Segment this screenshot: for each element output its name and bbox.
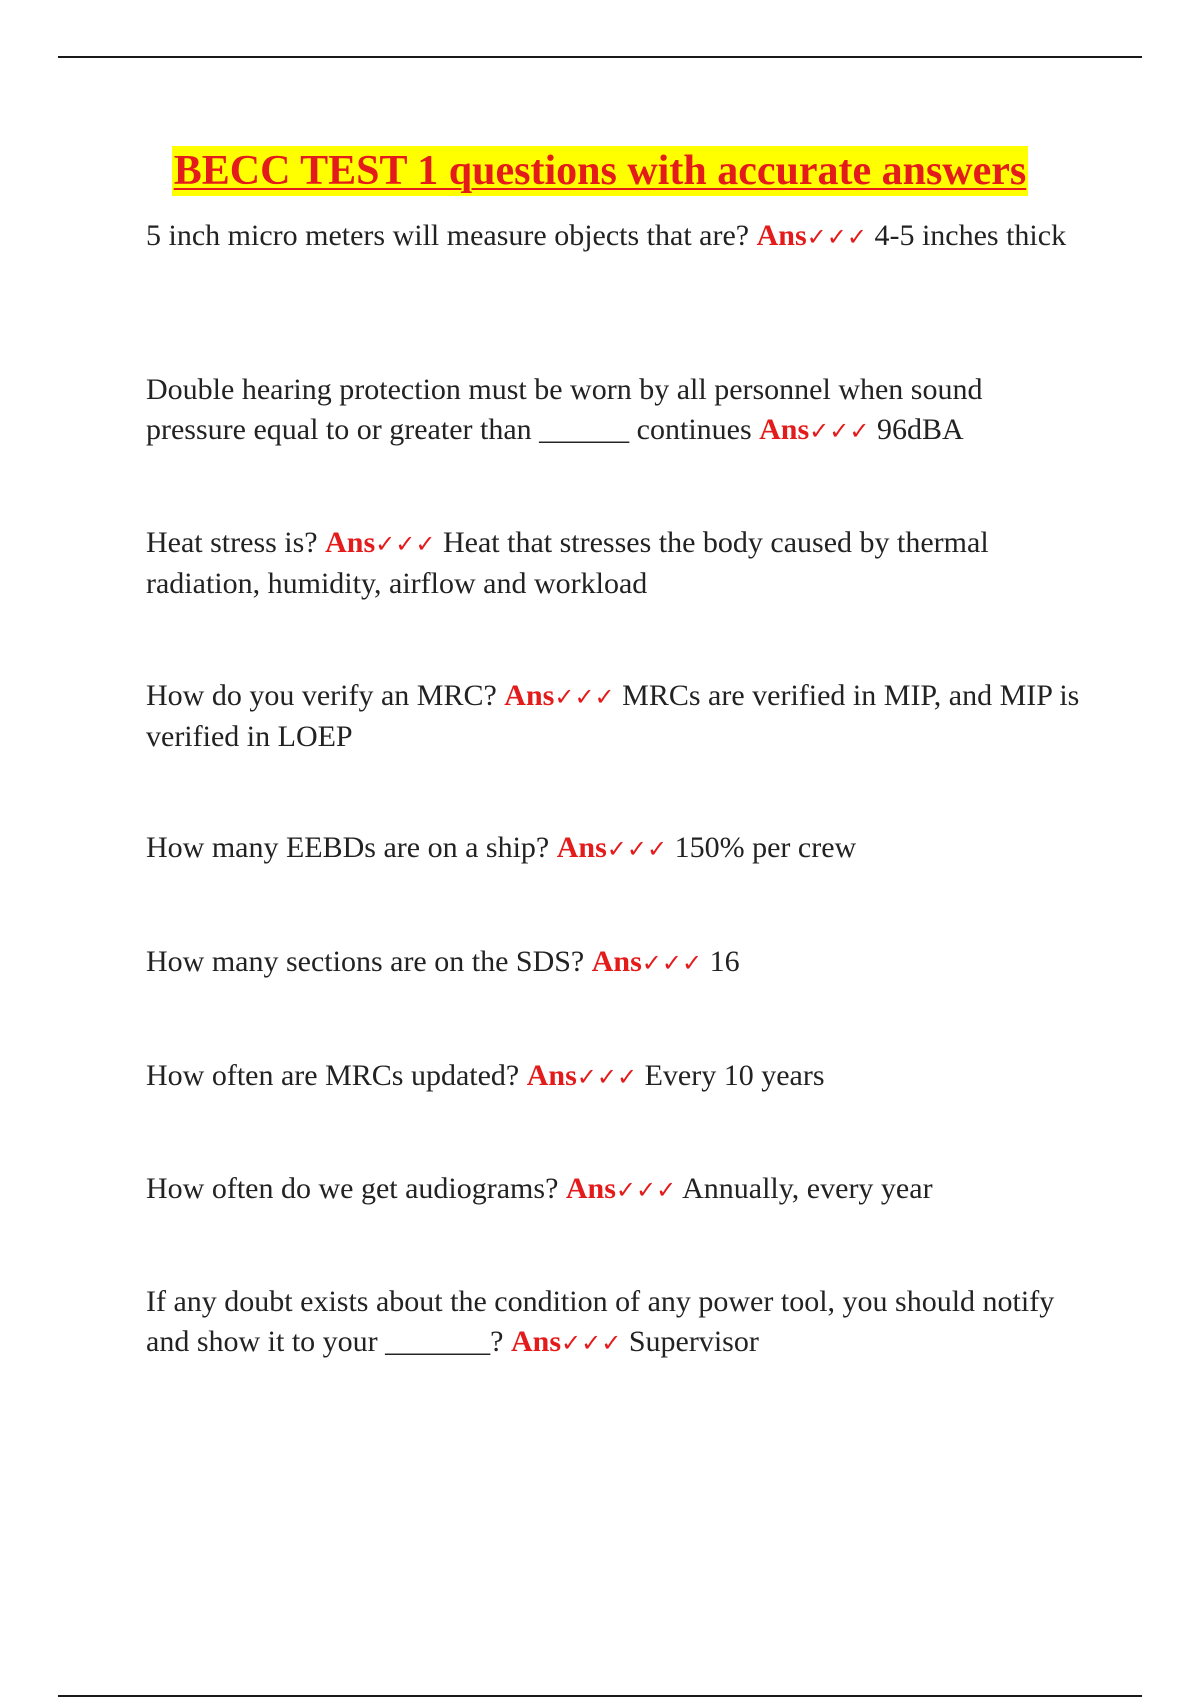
qa-item <box>146 370 1086 451</box>
top-rule <box>58 56 1142 58</box>
answer-marker: Ans <box>756 219 807 252</box>
answer-marker: Ans <box>504 679 555 712</box>
question-text: How many EEBDs are on a ship? <box>146 831 550 864</box>
answer-marker: Ans <box>759 413 810 446</box>
question-text: How do you verify an MRC? <box>146 679 497 712</box>
checkmark-icon: ✓✓✓ <box>809 417 870 445</box>
qa-item <box>146 216 1086 257</box>
checkmark-icon: ✓✓✓ <box>576 1063 638 1091</box>
answer-text: 150% per crew <box>674 831 857 864</box>
checkmark-icon: ✓✓✓ <box>606 835 668 863</box>
answer-marker: Ans <box>510 1325 561 1358</box>
qa-item <box>146 1282 1086 1363</box>
title-container <box>0 146 1200 196</box>
answer-marker: Ans <box>526 1059 577 1092</box>
question-text: Heat stress is? <box>146 526 318 559</box>
question-text: How many sections are on the SDS? <box>146 945 585 978</box>
qa-item <box>146 676 1086 757</box>
answer-marker: Ans <box>591 945 642 978</box>
checkmark-icon: ✓✓✓ <box>561 1329 622 1357</box>
bottom-rule <box>58 1695 1142 1697</box>
checkmark-icon: ✓✓✓ <box>641 949 703 977</box>
question-text: How often are MRCs updated? <box>146 1059 520 1092</box>
question-text: How often do we get audiograms? <box>146 1172 559 1205</box>
qa-item <box>146 1169 1086 1210</box>
answer-text: 16 <box>709 945 740 978</box>
qa-item <box>146 828 1086 869</box>
answer-marker: Ans <box>325 526 376 559</box>
checkmark-icon: ✓✓✓ <box>615 1176 677 1204</box>
checkmark-icon: ✓✓✓ <box>806 223 867 251</box>
answer-text: Every 10 years <box>644 1059 825 1092</box>
answer-marker: Ans <box>556 831 607 864</box>
question-text: Double hearing protection must be worn by all personnel when sound pressure equal to or greater than ______ continues <box>146 373 983 446</box>
checkmark-icon: ✓✓✓ <box>554 683 615 711</box>
answer-text: Heat that stresses the body caused by thermal radiation, humidity, airflow and workload <box>146 526 989 600</box>
answer-text: 4-5 inches thick <box>874 219 1067 252</box>
answer-text: 96dBA <box>877 413 964 446</box>
answer-marker: Ans <box>565 1172 616 1205</box>
answer-text: Supervisor <box>628 1325 759 1358</box>
question-text: If any doubt exists about the condition of any power tool, you should notify and show it to your _______? <box>146 1285 1055 1358</box>
checkmark-icon: ✓✓✓ <box>375 530 436 558</box>
qa-item <box>146 942 1086 983</box>
qa-item <box>146 1056 1086 1097</box>
question-text: 5 inch micro meters will measure objects that are? <box>146 219 750 252</box>
qa-item <box>146 523 1086 604</box>
document-title: BECC TEST 1 questions with accurate answers <box>173 148 1027 194</box>
answer-text: Annually, every year <box>682 1172 933 1205</box>
answer-text: MRCs are verified in MIP, and MIP is verified in LOEP <box>146 679 1080 753</box>
